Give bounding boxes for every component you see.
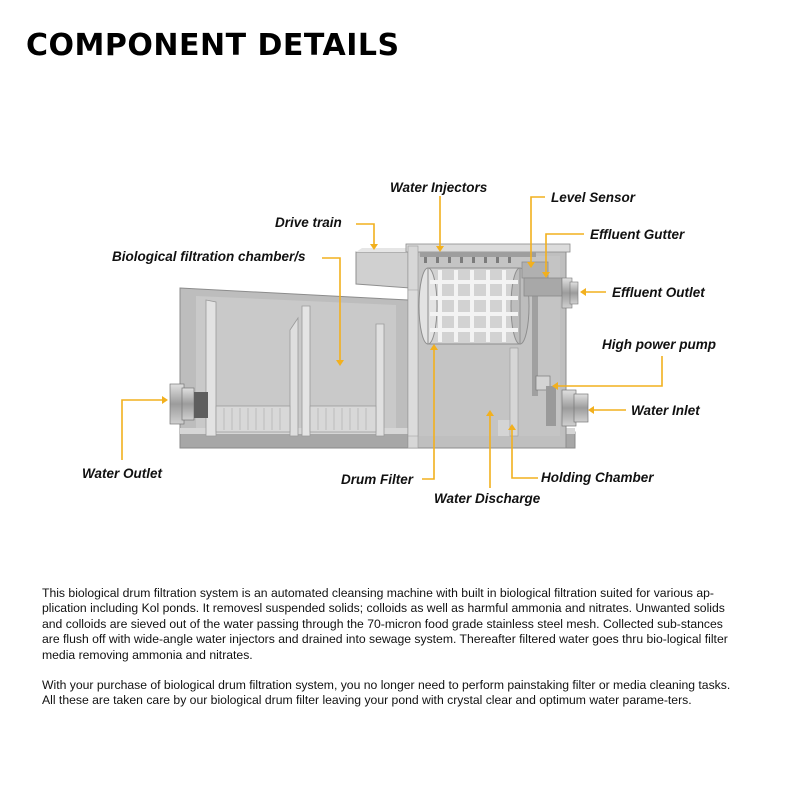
label-high-power-pump: High power pump: [602, 337, 716, 352]
leader-high-power-pump: [556, 356, 662, 386]
leader-water-outlet: [122, 400, 164, 460]
leader-drive-train: [356, 224, 374, 246]
description: [42, 586, 732, 724]
label-level-sensor: Level Sensor: [551, 190, 636, 205]
description-paragraph-2: With your purchase of biological drum filtration system, you no longer need to perform painstaking filter or media cleaning tasks. All these are taken care by our biological drum filter leaving your pond with crystal clear and optimum water parame-ters.: [42, 678, 731, 708]
label-water-inlet: Water Inlet: [631, 403, 700, 418]
effluent-outlet-pipe: [562, 278, 578, 308]
label-water-discharge: Water Discharge: [434, 491, 541, 506]
label-water-outlet: Water Outlet: [82, 466, 163, 481]
drive-train: [356, 248, 414, 288]
page-title: COMPONENT DETAILS: [26, 28, 400, 63]
label-effluent-outlet: Effluent Outlet: [612, 285, 705, 300]
label-water-injectors: Water Injectors: [390, 180, 488, 195]
description-paragraph-1: This biological drum filtration system is an automated cleansing machine with built in biological filtration suited for various ap-plication including Kol ponds. It removesl suspended solids; colloids as well as harmful ammonia and nitrates. Unwanted solids and colloids are sieved out of the water passing through the 70-micron food grade stainless steel mesh. Collected sub-stances are flush off with wide-angle water injectors and drained into sewage system. Thereafter filtered water goes thru bio-logical filter media removing ammonia and nitrates.: [42, 586, 728, 662]
label-drive-train: Drive train: [275, 215, 342, 230]
label-effluent-gutter: Effluent Gutter: [590, 227, 685, 242]
label-drum-filter: Drum Filter: [341, 472, 414, 487]
drum-filter: [419, 268, 529, 344]
label-holding-chamber: Holding Chamber: [541, 470, 654, 485]
label-bio-chamber: Biological filtration chamber/s: [112, 249, 306, 264]
water-inlet-pipe: [562, 390, 588, 426]
